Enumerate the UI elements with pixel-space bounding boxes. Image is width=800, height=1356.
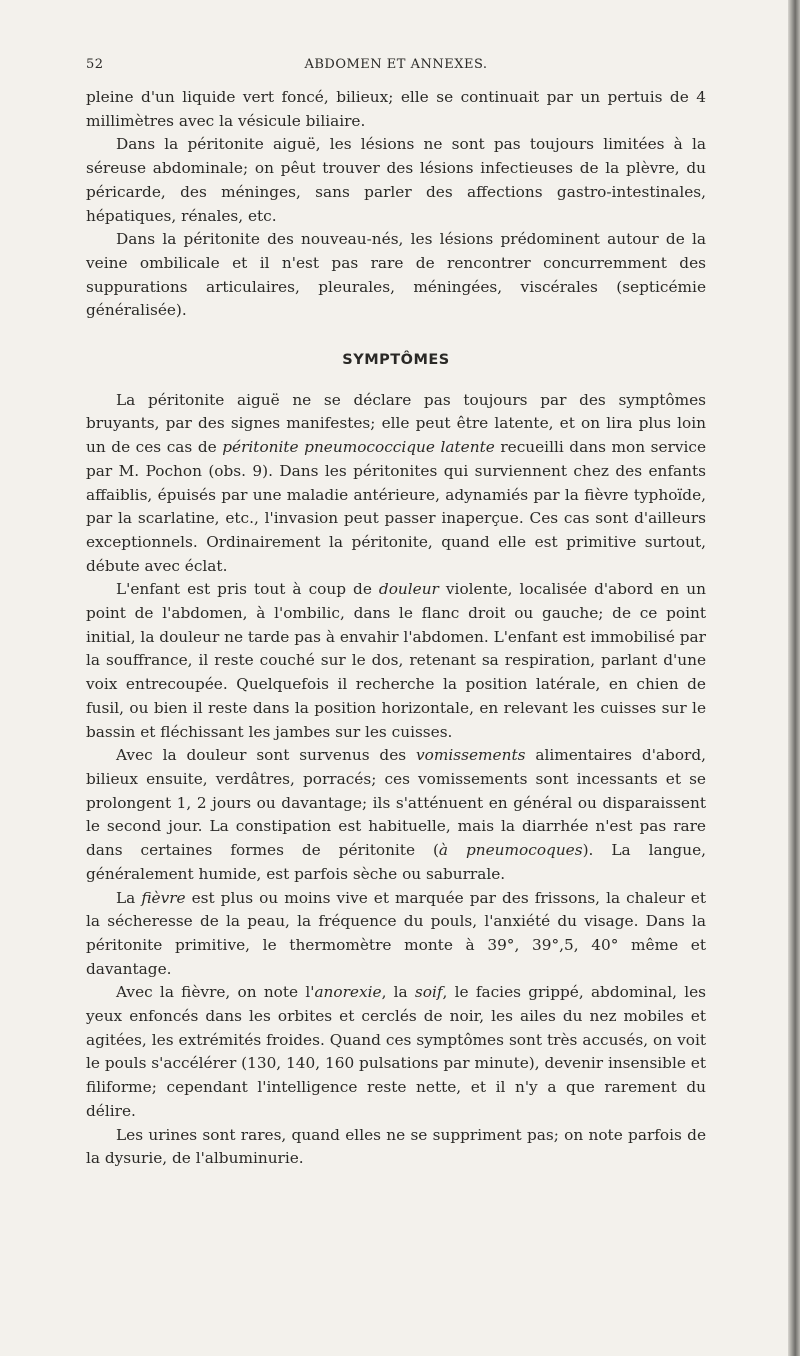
- text-span: ). La langue, généralement humide, est parfois sèche ou saburrale.: [86, 841, 706, 883]
- running-head: ABDOMEN ET ANNEXES.: [304, 57, 488, 72]
- text-span: Avec la douleur sont survenus des: [116, 746, 417, 765]
- italic-term: fièvre: [141, 888, 186, 907]
- section-title: SYMPTÔMES: [342, 352, 450, 369]
- paragraph-anorexie: [86, 981, 706, 1123]
- body-text: [86, 86, 706, 1171]
- page-header: [86, 57, 706, 81]
- paragraph-douleur: [86, 578, 706, 744]
- italic-term: anorexie: [314, 983, 382, 1002]
- paragraph-lesions: Dans la péritonite aiguë, les lésions ne sont pas toujours limitées à la séreuse abdominale; on pêut trouver des lésions infectieuses de la plèvre, du péricarde, des méninges, sans parler des affections gastro-intestinales, hépatiques, rénales, etc.: [86, 135, 706, 225]
- text-span: alimentaires d'abord, bilieux ensuite, verdâtres, porracés; ces vomissements sont incessants et se prolongent 1, 2 jours ou davantage; ils s'atténuent en général ou disparaissent le second jour. La constipation est habituelle, mais la diarrhée n'est pas rare dans certaines formes de péritonite (: [86, 746, 707, 860]
- italic-term: péritonite pneumococcique latente: [222, 438, 495, 457]
- text-span: L'enfant est pris tout à coup de: [116, 580, 379, 599]
- text-span: est plus ou moins vive et marquée par des frissons, la chaleur et la sécheresse de la peau, la fréquence du pouls, l'anxiété du visage. Dans la péritonite primitive, le thermomètre monte à 39°, 39°,5, 40° même et davantage.: [86, 888, 706, 978]
- text-span: Avec la fièvre, on note l': [116, 983, 315, 1002]
- text-span: La: [116, 888, 142, 907]
- paragraph-continuation: pleine d'un liquide vert foncé, bilieux; elle se continuait par un pertuis de 4 millimètres avec la vésicule biliaire.: [86, 88, 706, 130]
- italic-term: douleur: [378, 580, 439, 599]
- paragraph-urines: Les urines sont rares, quand elles ne se suppriment pas; on note parfois de la dysurie, de l'albuminurie.: [86, 1125, 706, 1168]
- page-number: 52: [86, 57, 104, 72]
- page-edge-shadow: [788, 0, 800, 1356]
- text-span: La péritonite aiguë ne se déclare pas toujours par des symptômes bruyants, par des signes manifestes; elle peut être latente, et on lira plus loin un de ces cas de: [86, 390, 706, 457]
- paragraph-debut: [86, 389, 706, 579]
- italic-term: vomissements: [416, 746, 526, 765]
- text-span: violente, localisée d'abord en un point de l'abdomen, à l'ombilic, dans le flanc droit ou gauche; de ce point initial, la douleur ne tarde pas à envahir l'abdomen. L'enfant est immobilisé par la souffrance, il reste couché sur le dos, retenant sa respiration, parlant d'une voix entrecoupée. Quelquefois il recherche la position latérale, en chien de fusil, ou bien il reste dans la position horizontale, en relevant les cuisses sur le bassin et fléchissant les jambes sur les cuisses.: [86, 580, 706, 741]
- text-span: , la: [381, 983, 415, 1002]
- paragraph-fievre: [86, 887, 706, 982]
- text-span: , le facies grippé, abdominal, les yeux enfoncés dans les orbites et cerclés de noir, les ailes du nez mobiles et agitées, les extrémités froides. Quand ces symptômes sont très accusés, on voit le pouls s'accélérer (130, 140, 160 pulsations par minute), devenir insensible et filiforme; cependant l'intelligence reste nette, et il n'y a que rarement du délire.: [86, 983, 707, 1120]
- paragraph-vomissements: [86, 744, 706, 886]
- italic-term: soif: [414, 983, 443, 1002]
- paragraph-nouveau-nes: Dans la péritonite des nouveau-nés, les lésions prédominent autour de la veine ombilicale et il n'est pas rare de rencontrer concurremment des suppurations articulaires, pleurales, méningées, viscérales (septicémie généralisée).: [86, 230, 706, 320]
- text-span: recueilli dans mon service par M. Pochon (obs. 9). Dans les péritonites qui surviennent chez des enfants affaiblis, épuisés par une maladie antérieure, adynamiés par la fièvre typhoïde, par la scarlatine, etc., l'invasion peut passer inaperçue. Ces cas sont d'ailleurs exceptionnels. Ordinairement la péritonite, quand elle est primitive surtout, débute avec éclat.: [86, 438, 706, 575]
- italic-term: à pneumocoques: [438, 841, 583, 860]
